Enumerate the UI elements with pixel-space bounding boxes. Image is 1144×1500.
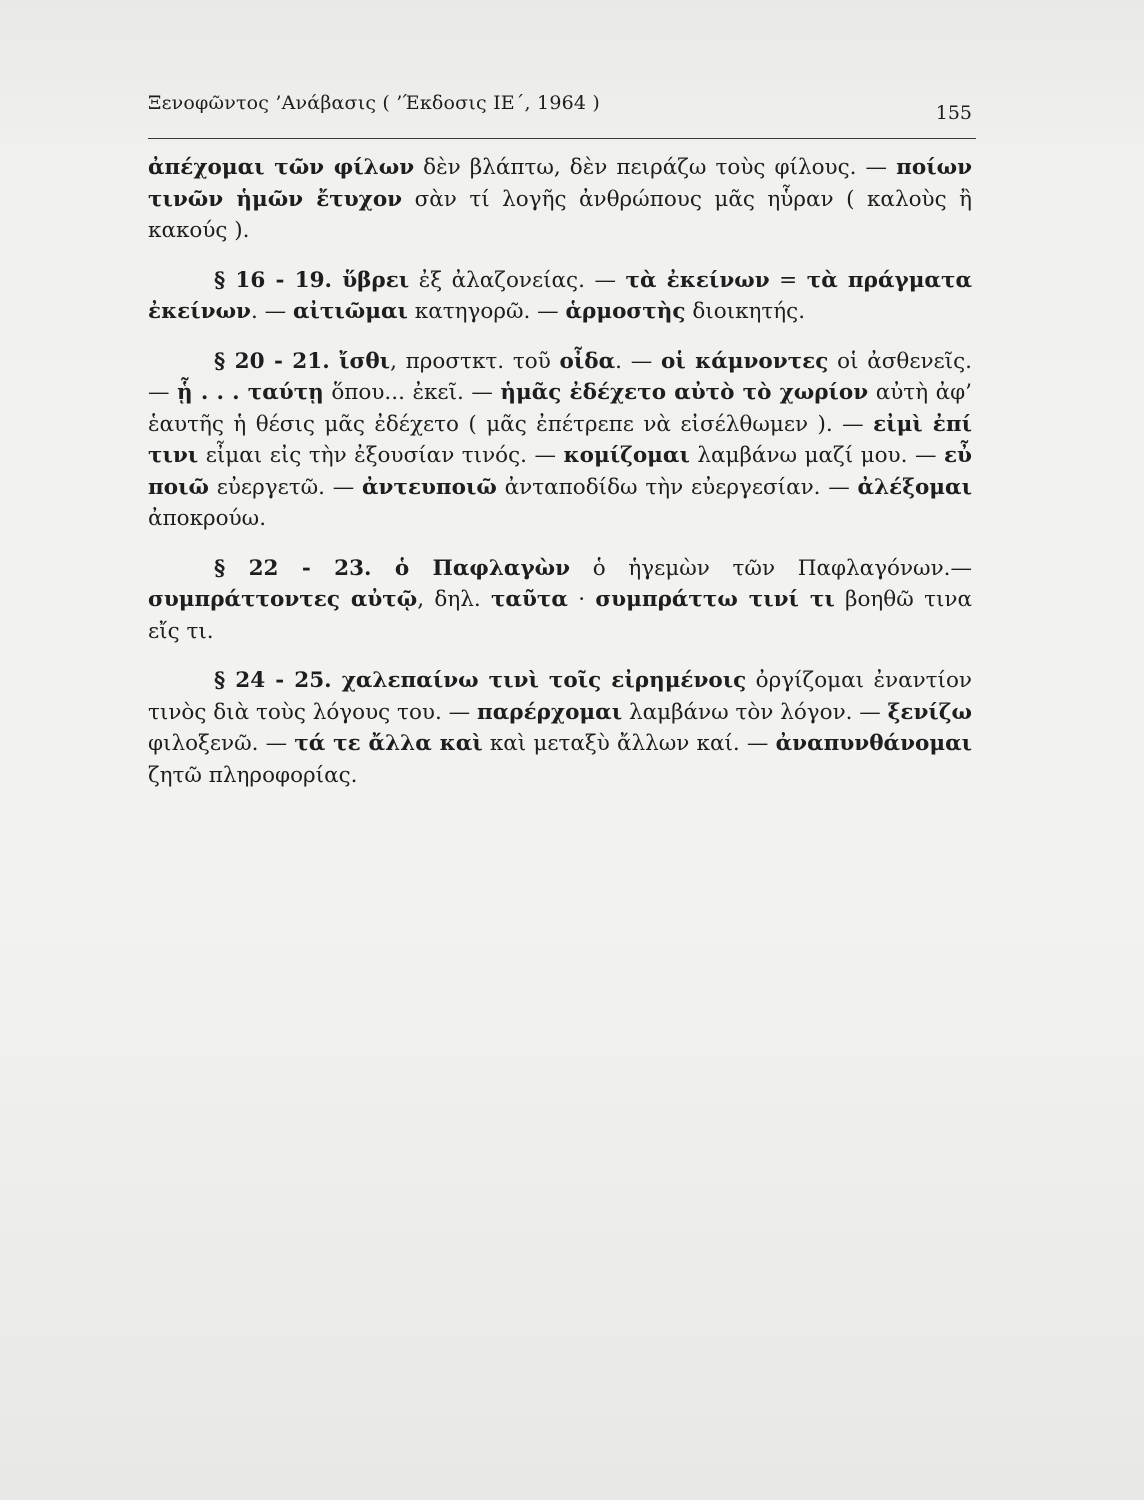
gloss-text: εὐεργετῶ. — <box>208 474 363 500</box>
gloss-text: διοικητής. <box>685 299 806 324</box>
gloss-text: ὅπου... ἐκεῖ. — <box>323 380 501 405</box>
paragraph-5 <box>148 665 972 791</box>
headword: ταῦτα <box>490 587 568 612</box>
gloss-text: αὐτὴ ἀφ’ ἑαυτῆς ἡ θέσις μᾶς ἐδέχετο ( μᾶς ἐπέτρεπε νὰ εἰσέλθωμεν ). — <box>148 380 973 437</box>
headword: ποίων τινῶν ἡμῶν ἔτυχον <box>148 155 972 212</box>
headword: ἡμᾶς ἐδέχετο αὐτὸ τὸ χωρίον <box>500 380 869 405</box>
headword: § 22 - 23. ὁ Παφλαγὼν <box>214 555 571 581</box>
headword: οἱ κάμνοντες <box>660 348 829 374</box>
gloss-text: κατηγορῶ. — <box>407 299 566 324</box>
headword: ἀλέξομαι <box>857 474 972 500</box>
paragraph-4 <box>148 553 972 648</box>
gloss-text: λαμβάνω τὸν λόγον. — <box>622 699 888 725</box>
gloss-text: καὶ μεταξὺ ἄλλων καί. — <box>482 731 776 756</box>
gloss-text: εἶμαι εἰς τὴν ἐξουσίαν τινός. — <box>198 443 564 468</box>
gloss-text: . — <box>250 299 293 324</box>
headword: § 20 - 21. ἴσθι <box>214 348 391 374</box>
headword: εἰμὶ ἐπί τινι <box>148 411 973 468</box>
gloss-text: , δηλ. <box>417 587 491 612</box>
headword: κομίζομαι <box>563 443 690 468</box>
gloss-text: οἱ ἀσθενεῖς. — <box>148 348 972 405</box>
headword: οἶδα <box>559 348 616 374</box>
gloss-text: ὀργίζομαι ἐναντίον τινὸς διὰ τοὺς λόγους του. — <box>148 668 972 725</box>
gloss-text: σὰν τί λογῆς ἀνθρώπους μᾶς ηὗραν ( καλοὺς ἢ κακούς ). <box>148 186 973 243</box>
gloss-text: ζητῶ πληροφορίας. <box>148 762 358 788</box>
gloss-text: ὁ ἡγεμὼν τῶν Παφλαγόνων.— <box>570 555 972 581</box>
paragraph-3 <box>148 346 972 535</box>
headword: § 16 - 19. ὕβρει <box>214 267 410 293</box>
headword: τὰ πράγματα ἐκείνων <box>148 267 972 324</box>
gloss-text: λαμβάνω μαζί μου. — <box>689 443 944 468</box>
gloss-text: , προστκτ. τοῦ <box>390 348 560 374</box>
paragraph-2 <box>148 265 972 328</box>
gloss-text: δὲν βλάπτω, δὲν πειράζω τοὺς φίλους. — <box>414 155 897 180</box>
gloss-text: φιλοξενῶ. — <box>148 731 295 756</box>
headword: τά τε ἄλλα καὶ <box>294 731 483 756</box>
headword: ἀπέχομαι τῶν φίλων <box>148 155 415 180</box>
headword: ἀντευποιῶ <box>362 474 497 500</box>
headword: τὰ ἐκείνων <box>625 267 770 293</box>
headword: παρέρχομαι <box>476 699 623 725</box>
headword: ξενίζω <box>887 699 972 725</box>
headword: αἰτιῶμαι <box>292 299 408 324</box>
gloss-text: = <box>769 267 807 293</box>
headword: ᾗ . . . ταύτῃ <box>177 380 324 405</box>
gloss-text: ἀποκρούω. <box>148 506 267 531</box>
gloss-text: ἀνταποδίδω τὴν εὐεργεσίαν. — <box>496 474 858 500</box>
running-title: Ξενοφῶντος ’Ανάβασις ( ’Έκδοσις ΙΕ΄, 1964 ) <box>148 92 601 114</box>
page-number: 155 <box>935 102 972 124</box>
headword: ἁρμοστὴς <box>565 299 686 324</box>
gloss-text: ἐξ ἀλαζονείας. — <box>409 267 626 293</box>
gloss-text: βοηθῶ τινα εἴς τι. <box>148 587 972 644</box>
running-header <box>148 92 976 139</box>
headword: εὖ ποιῶ <box>148 443 972 500</box>
headword: § 24 - 25. χαλεπαίνω τινὶ τοῖς εἰρημένοις <box>214 668 747 693</box>
gloss-text: · <box>567 587 596 612</box>
headword: συμπράττω τινί τι <box>595 587 835 612</box>
paragraph-1 <box>148 152 972 247</box>
gloss-text: . — <box>615 348 661 374</box>
headword: ἀναπυνθάνομαι <box>775 731 973 756</box>
headword: συμπράττοντες αὐτῷ <box>148 587 418 612</box>
commentary-body <box>148 152 972 809</box>
